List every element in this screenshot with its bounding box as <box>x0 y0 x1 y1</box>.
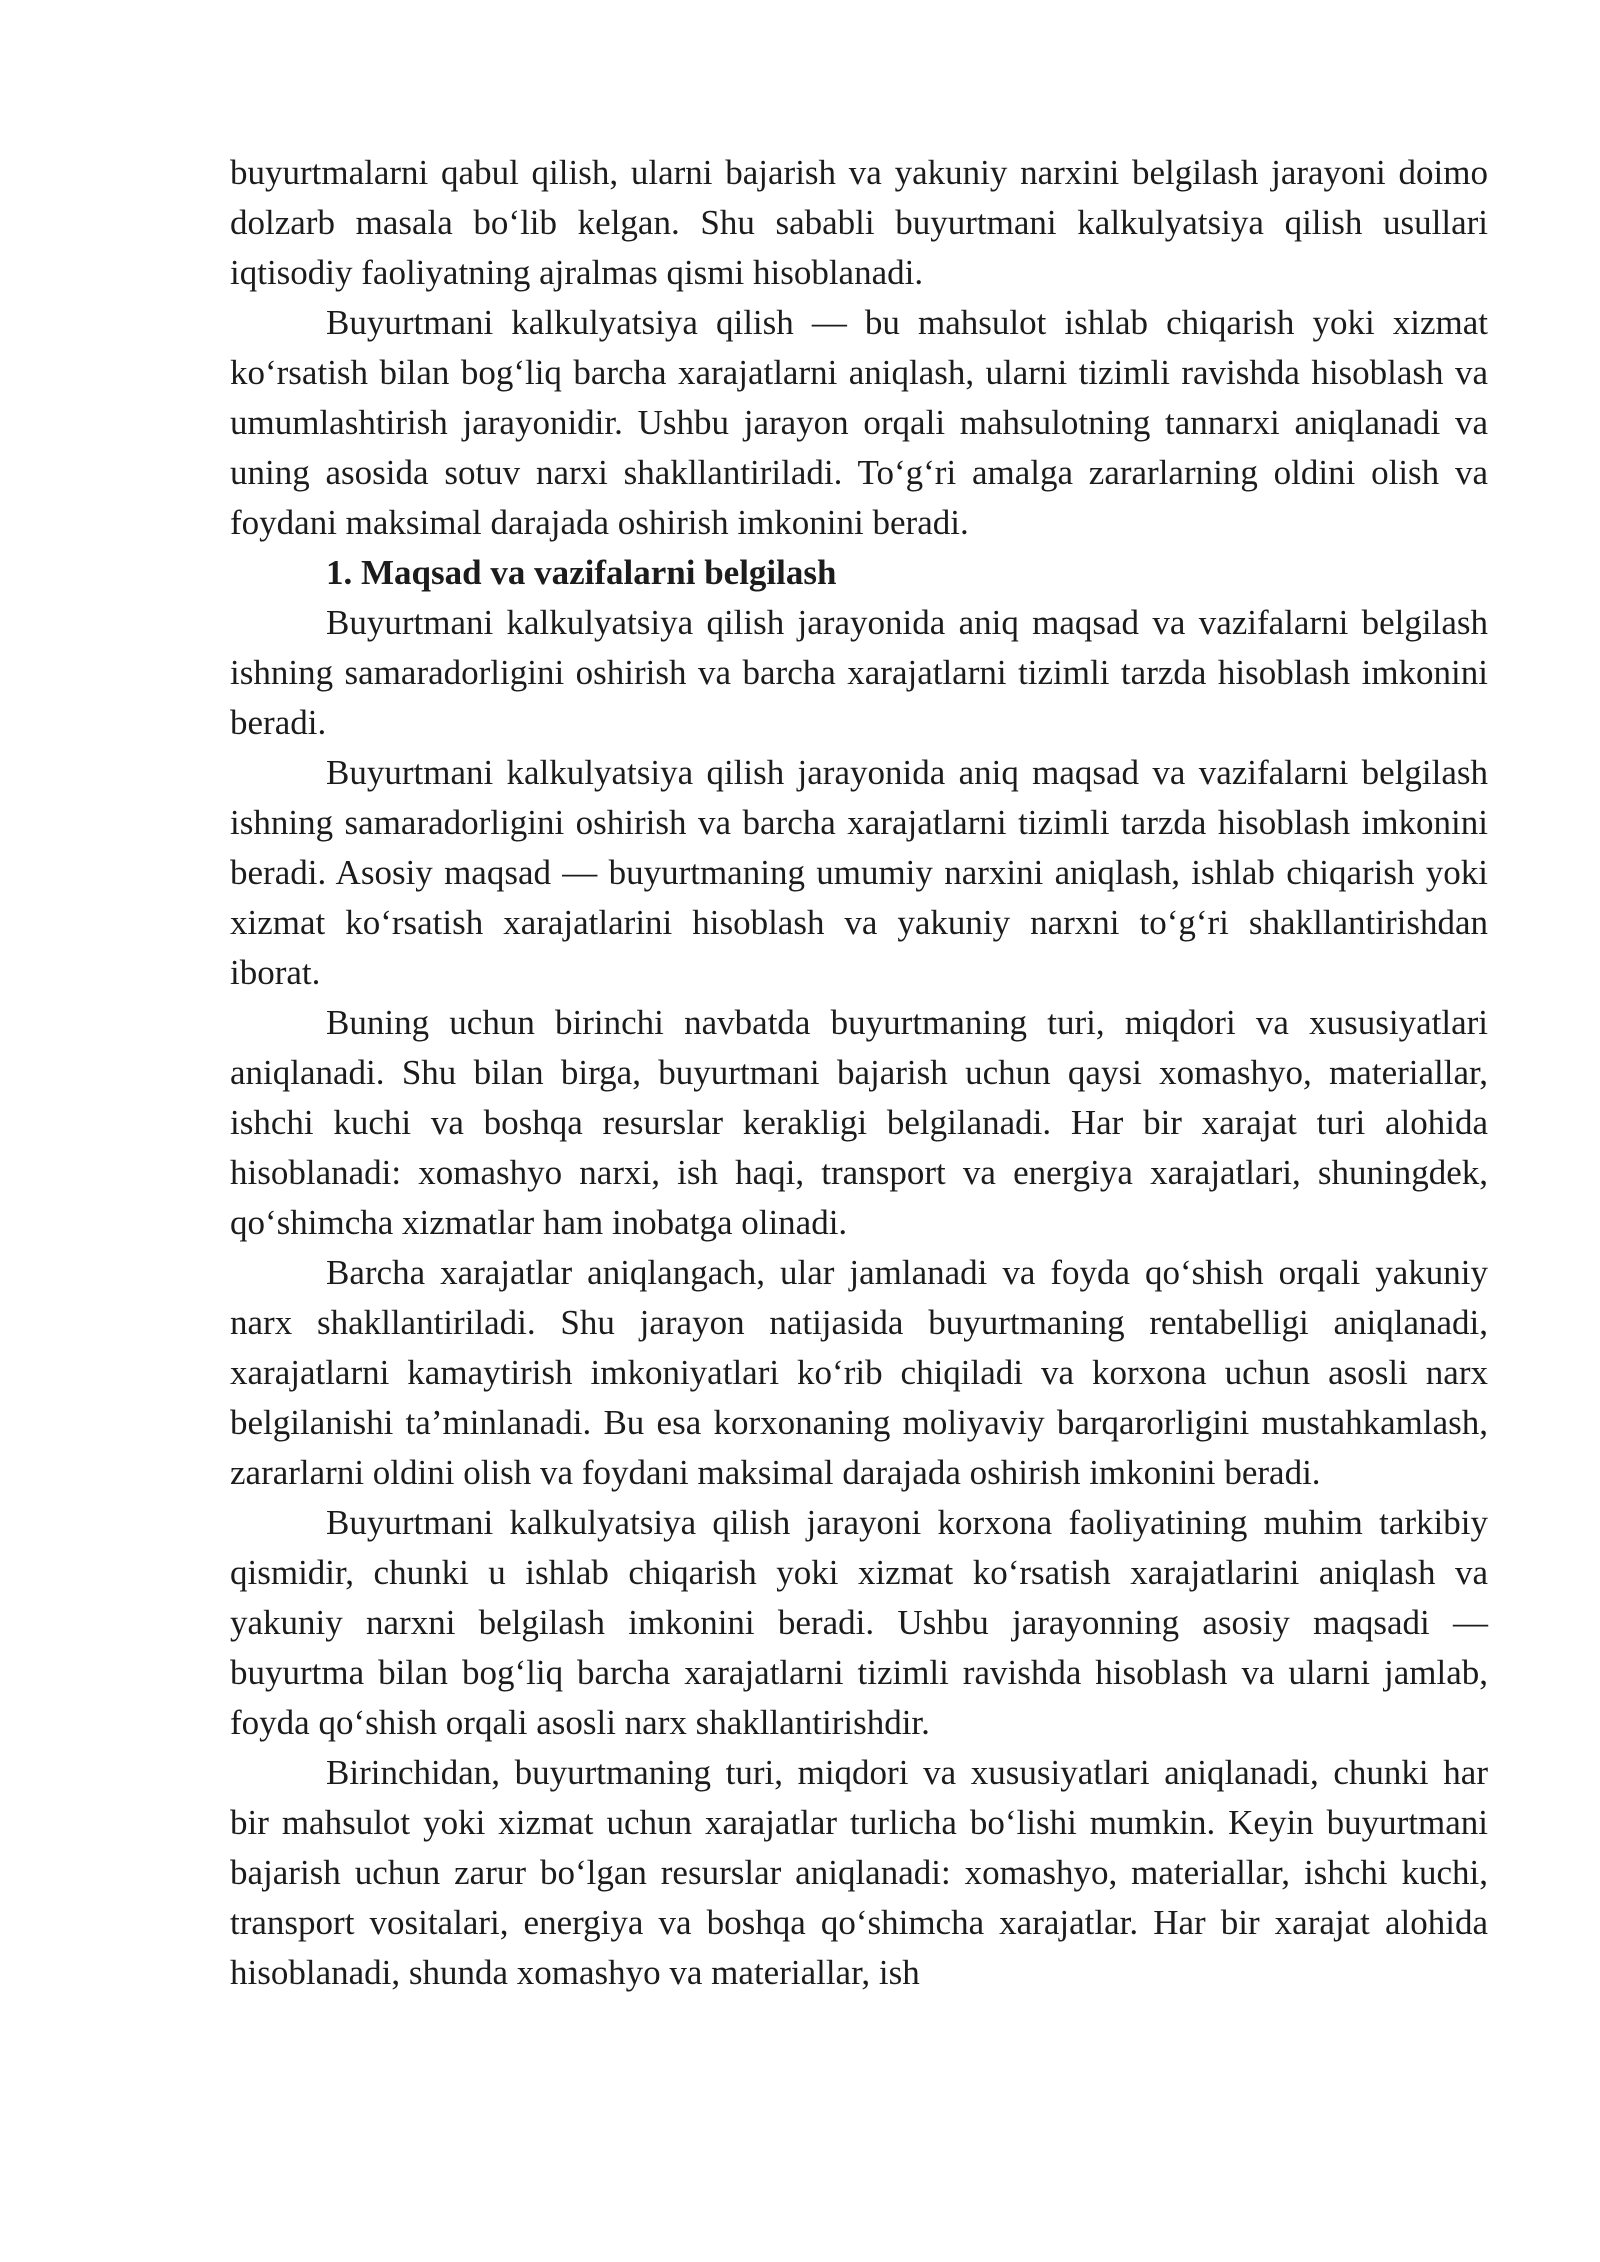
paragraph-first-steps: Birinchidan, buyurtmaning turi, miqdori va xususiyatlari aniqlanadi, chunki har bir mahsulot yoki xizmat uchun xarajatlar turlicha bo‘lishi mumkin. Keyin buyurtmani bajarish uchun zarur bo‘lgan resurslar aniqlanadi: xomashyo, materiallar, ishchi kuchi, transport vositalari, energiya va boshqa qo‘shimcha xarajatlar. Har bir xarajat alohida hisoblanadi, shunda xomashyo va materiallar, ish <box>230 1753 1488 1992</box>
paragraph-resources: Buning uchun birinchi navbatda buyurtmaning turi, miqdori va xususiyatlari aniqlanadi. Shu bilan birga, buyurtmani bajarish uchun qaysi xomashyo, materiallar, ishchi kuchi va boshqa resurslar kerakligi belgilanadi. Har bir xarajat turi alohida hisoblanadi: xomashyo narxi, ish haqi, transport va energiya xarajatlari, shuningdek, qo‘shimcha xizmatlar ham inobatga olinadi. <box>230 1003 1488 1242</box>
paragraph-final-price: Barcha xarajatlar aniqlangach, ular jamlanadi va foyda qo‘shish orqali yakuniy narx shakllantiriladi. Shu jarayon natijasida buyurtmaning rentabelligi aniqlanadi, xarajatlarni kamaytirish imkoniyatlari ko‘rib chiqiladi va korxona uchun asosli narx belgilanishi ta’minlanadi. Bu esa korxonaning moliyaviy barqarorligini mustahkamlash, zararlarni oldini olish va foydani maksimal darajada oshirish imkonini beradi. <box>230 1253 1488 1492</box>
paragraph-goals-intro: Buyurtmani kalkulyatsiya qilish jarayonida aniq maqsad va vazifalarni belgilash ishning samaradorligini oshirish va barcha xarajatlarni tizimli tarzda hisoblash imkonini beradi. <box>230 603 1488 742</box>
paragraph-continuation: buyurtmalarni qabul qilish, ularni bajarish va yakuniy narxini belgilash jarayoni doimo dolzarb masala bo‘lib kelgan. Shu sababli buyurtmani kalkulyatsiya qilish usullari iqtisodiy faoliyatning ajralmas qismi hisoblanadi. <box>230 153 1488 292</box>
paragraph-process-summary: Buyurtmani kalkulyatsiya qilish jarayoni korxona faoliyatining muhim tarkibiy qismidir, chunki u ishlab chiqarish yoki xizmat ko‘rsatish xarajatlarini aniqlash va yakuniy narxni belgilash imkonini beradi. Ushbu jarayonning asosiy maqsadi — buyurtma bilan bog‘liq barcha xarajatlarni tizimli ravishda hisoblash va ularni jamlab, foyda qo‘shish orqali asosli narx shakllantirishdir. <box>230 1503 1488 1742</box>
section-heading: 1. Maqsad va vazifalarni belgilash <box>326 553 837 592</box>
paragraph-main-goal: Buyurtmani kalkulyatsiya qilish jarayonida aniq maqsad va vazifalarni belgilash ishning samaradorligini oshirish va barcha xarajatlarni tizimli tarzda hisoblash imkonini beradi. Asosiy maqsad — buyurtmaning umumiy narxini aniqlash, ishlab chiqarish yoki xizmat ko‘rsatish xarajatlarini hisoblash va yakuniy narxni to‘g‘ri shakllantirishdan iborat. <box>230 753 1488 992</box>
document-body <box>230 148 1488 1998</box>
paragraph-definition: Buyurtmani kalkulyatsiya qilish — bu mahsulot ishlab chiqarish yoki xizmat ko‘rsatish bilan bog‘liq barcha xarajatlarni aniqlash, ularni tizimli ravishda hisoblash va umumlashtirish jarayonidir. Ushbu jarayon orqali mahsulotning tannarxi aniqlanadi va uning asosida sotuv narxi shakllantiriladi. To‘g‘ri amalga zararlarning oldini olish va foydani maksimal darajada oshirish imkonini beradi. <box>230 303 1488 542</box>
